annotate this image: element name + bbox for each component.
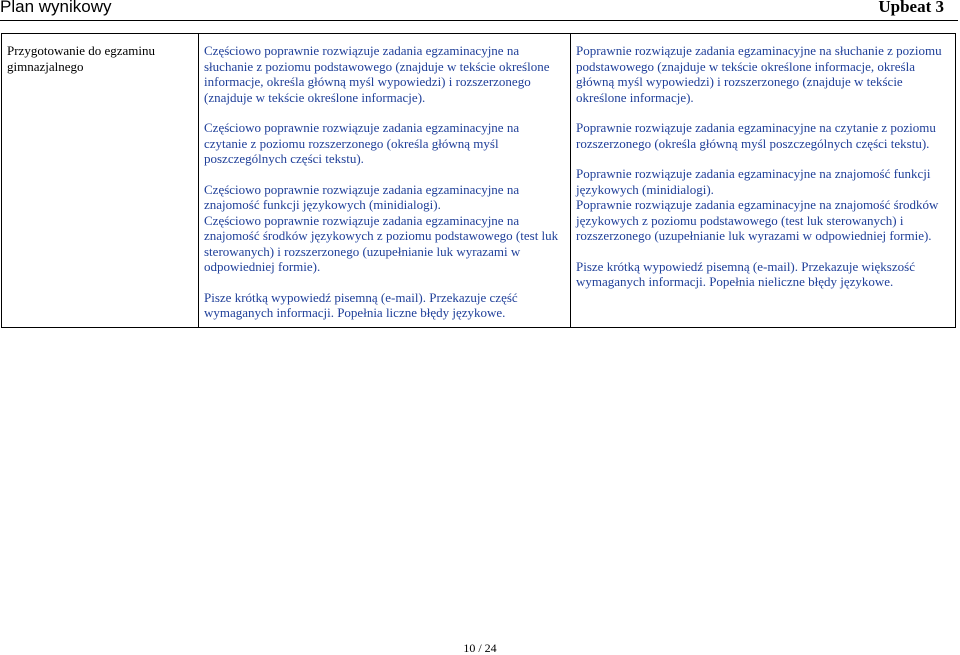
- table-row: [2, 34, 956, 328]
- partial-listening-text: Częściowo poprawnie rozwiązuje zadania egzaminacyjne na słuchanie z poziomu podstawowego (znajduje w tekście określone informacje, określa główną myśl wypowiedzi) i rozszerzonego (znajduje w tekście określone informacje).: [204, 43, 550, 105]
- correct-means-text: Poprawnie rozwiązuje zadania egzaminacyjne na znajomość środków językowych z poziomu podstawowego (test luk sterowanych) i rozszerzonego (uzupełnianie luk wyrazami w odpowiedniej formie).: [576, 197, 939, 243]
- correct-reading-text: Poprawnie rozwiązuje zadania egzaminacyjne na czytanie z poziomu rozszerzonego (określa główną myśl poszczególnych części tekstu).: [576, 120, 936, 151]
- partial-cell: [199, 34, 571, 328]
- partial-reading-text: Częściowo poprawnie rozwiązuje zadania egzaminacyjne na czytanie z poziomu rozszerzonego (określa główną myśl poszczególnych części tekstu).: [204, 120, 520, 166]
- correct-cell: [571, 34, 956, 328]
- partial-writing-text: Pisze krótką wypowiedź pisemną (e-mail). Przekazuje część wymaganych informacji. Popełnia liczne błędy językowe.: [204, 289, 518, 320]
- partial-functions-text: Częściowo poprawnie rozwiązuje zadania egzaminacyjne na znajomość funkcji językowych (minidialogi).: [204, 181, 520, 212]
- correct-listening-text: Poprawnie rozwiązuje zadania egzaminacyjne na słuchanie z poziomu podstawowego (znajduje w tekście określone informacje, określa główną myśl wypowiedzi) i rozszerzonego (znajduje w tekście określone informacje).: [576, 43, 942, 105]
- topic-text: Przygotowanie do egzaminu gimnazjalnego: [7, 43, 156, 74]
- topic-cell: [2, 34, 199, 328]
- correct-functions-text: Poprawnie rozwiązuje zadania egzaminacyjne na znajomość funkcji językowych (minidialogi).: [576, 166, 931, 197]
- textbook-title: Upbeat 3: [878, 0, 944, 16]
- header-divider: [0, 20, 958, 21]
- document-title: Plan wynikowy: [0, 0, 112, 16]
- page-number: 10 / 24: [463, 641, 497, 655]
- page-header: [0, 0, 960, 24]
- partial-means-text: Częściowo poprawnie rozwiązuje zadania egzaminacyjne na znajomość środków językowych z poziomu podstawowego (test luk sterowanych) i rozszerzonego (uzupełnianie luk wyrazami w odpowiedniej formie).: [204, 212, 559, 274]
- correct-writing-text: Pisze krótką wypowiedź pisemną (e-mail). Przekazuje większość wymaganych informacji. Popełnia nieliczne błędy językowe.: [576, 258, 915, 289]
- plan-table: [1, 33, 956, 328]
